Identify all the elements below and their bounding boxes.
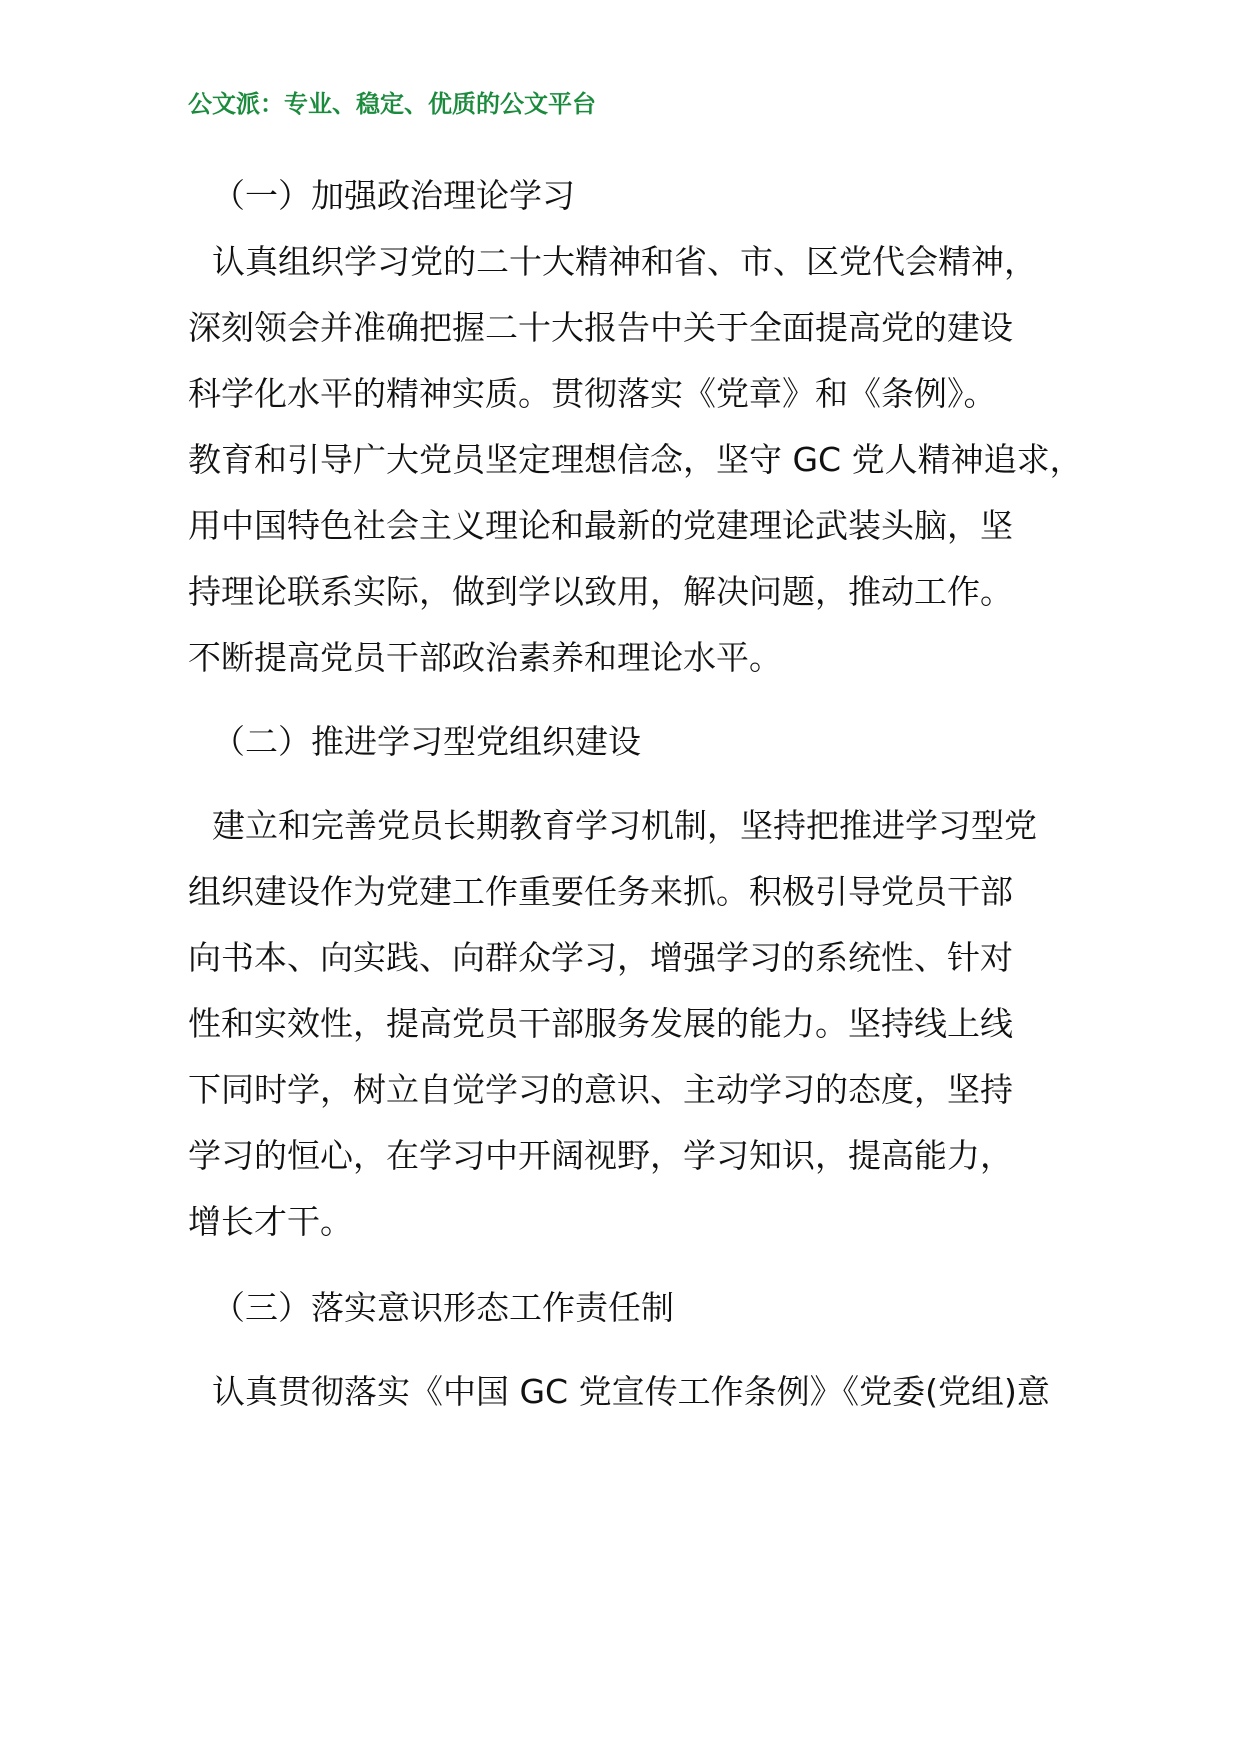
- paragraph-line: 持理论联系实际，做到学以致用，解决问题，推动工作。: [188, 572, 1013, 611]
- paragraph-line: 不断提高党员干部政治素养和理论水平。: [188, 638, 782, 677]
- paragraph-line: 建立和完善党员长期教育学习机制，坚持把推进学习型党: [212, 806, 1037, 845]
- paragraph-line: 科学化水平的精神实质。贯彻落实《党章》和《条例》。: [188, 374, 997, 413]
- paragraph-line: 性和实效性，提高党员干部服务发展的能力。坚持线上线: [188, 1004, 1013, 1043]
- paragraph-line: 认真组织学习党的二十大精神和省、市、区党代会精神，: [212, 242, 1037, 281]
- section-heading: （二）推进学习型党组织建设: [212, 722, 641, 761]
- paragraph-line: 认真贯彻落实《中国 GC 党宣传工作条例》《党委(党组)意: [212, 1372, 1050, 1411]
- paragraph-line: 用中国特色社会主义理论和最新的党建理论武装头脑，坚: [188, 506, 1013, 545]
- section-heading: （一）加强政治理论学习: [212, 176, 575, 215]
- section-heading: （三）落实意识形态工作责任制: [212, 1288, 674, 1327]
- paragraph-line: 下同时学，树立自觉学习的意识、主动学习的态度，坚持: [188, 1070, 1013, 1109]
- paragraph-line: 学习的恒心，在学习中开阔视野，学习知识，提高能力，: [188, 1136, 1013, 1175]
- paragraph-line: 教育和引导广大党员坚定理想信念，坚守 GC 党人精神追求，: [188, 440, 1083, 479]
- paragraph-line: 向书本、向实践、向群众学习，增强学习的系统性、针对: [188, 938, 1013, 977]
- paragraph-line: 深刻领会并准确把握二十大报告中关于全面提高党的建设: [188, 308, 1013, 347]
- paragraph-line: 增长才干。: [188, 1202, 353, 1241]
- header-banner: 公文派：专业、稳定、优质的公文平台: [188, 90, 596, 118]
- paragraph-line: 组织建设作为党建工作重要任务来抓。积极引导党员干部: [188, 872, 1013, 911]
